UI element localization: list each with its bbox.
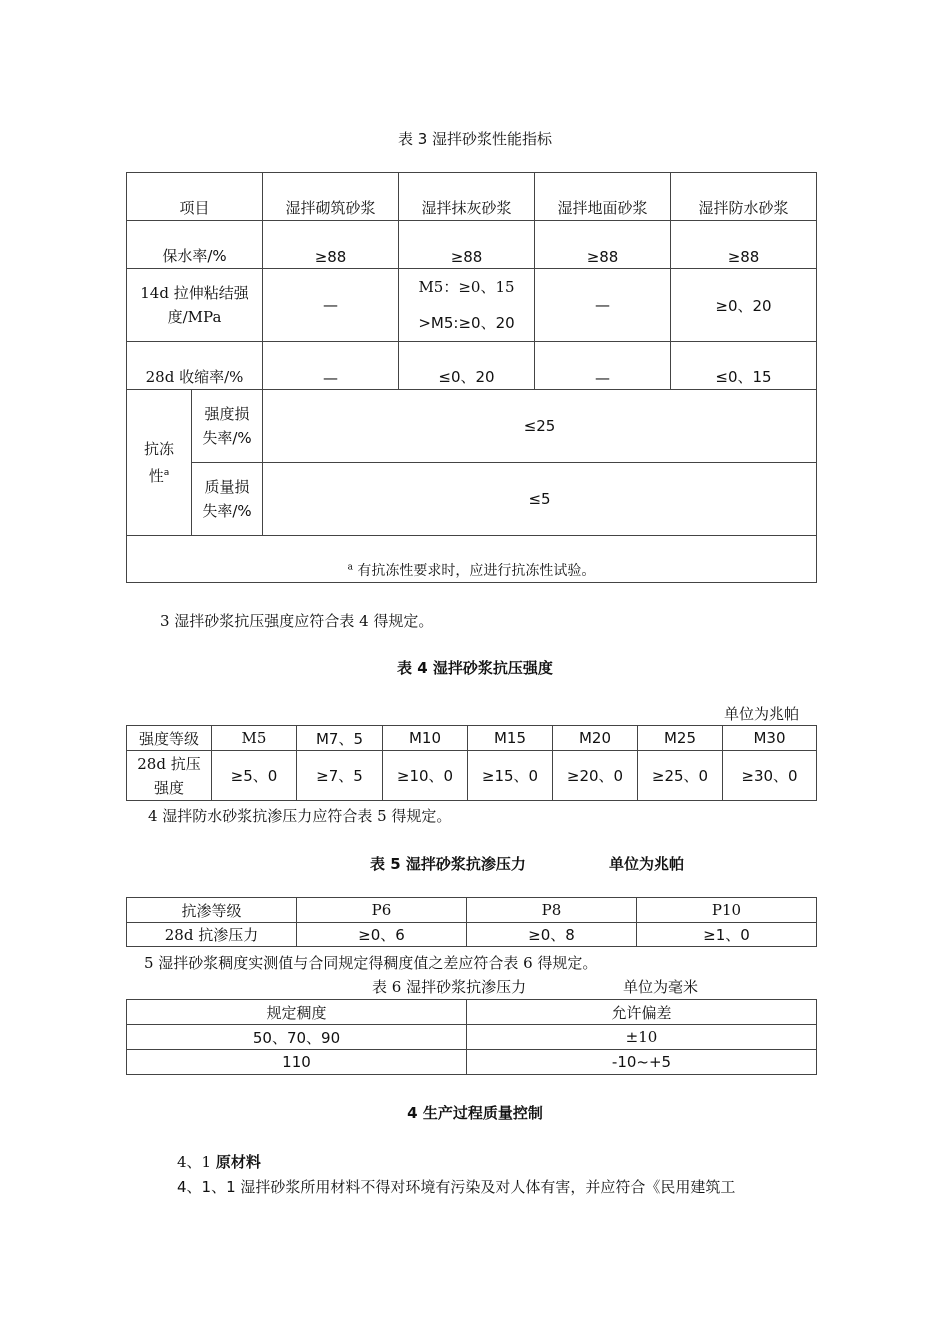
- strength-label-line1: 28d 抗压: [137, 754, 201, 773]
- strength-loss-line2: 失率/%: [202, 429, 252, 447]
- table3-note: [127, 536, 817, 583]
- frost-label-text: 性: [148, 467, 164, 485]
- bond-plaster-line2: >M5:≥0、20: [418, 314, 515, 332]
- table3-row-bond-strength: [127, 269, 817, 342]
- grade-cell: M7、5: [297, 726, 383, 751]
- header-item: 项目: [127, 173, 263, 221]
- table6-title: 表 6 湿拌砂浆抗渗压力: [372, 978, 527, 996]
- note-text: 有抗冻性要求时，应进行抗冻性试验。: [357, 563, 596, 579]
- subsection-title: 原材料: [215, 1153, 261, 1171]
- strength-label: [127, 751, 212, 801]
- section-4-heading: 4 生产过程质量控制: [407, 1104, 543, 1122]
- strength-cell: ≥15、0: [468, 751, 553, 801]
- header-plaster: 湿拌抹灰砂浆: [399, 173, 535, 221]
- grade-cell: M30: [723, 726, 817, 751]
- frost-label-line2: [127, 461, 191, 488]
- table4-title: 表 4 湿拌砂浆抗压强度: [397, 659, 553, 677]
- pressure-cell: ≥0、6: [297, 923, 467, 947]
- grade-cell: P6: [297, 898, 467, 923]
- grade-cell: M15: [468, 726, 553, 751]
- header-masonry: 湿拌砌筑砂浆: [263, 173, 399, 221]
- cell: ≥88: [535, 221, 671, 269]
- pressure-label: 28d 抗渗压力: [127, 923, 297, 947]
- table-row: [127, 1050, 817, 1075]
- cell: —: [535, 269, 671, 342]
- table5-unit: 单位为兆帕: [609, 855, 685, 873]
- grade-cell: M5: [212, 726, 297, 751]
- table4-strength-row: [127, 751, 817, 801]
- frost-label: [127, 390, 192, 536]
- bond-label-line2: 度/MPa: [167, 308, 222, 326]
- table3-row-frost-strength: [127, 390, 817, 463]
- frost-label-line1: 抗冻: [143, 440, 174, 458]
- water-retention-label: 保水率/%: [127, 221, 263, 269]
- table3-row-shrinkage: [127, 342, 817, 390]
- grade-cell: M10: [383, 726, 468, 751]
- pressure-cell: ≥0、8: [467, 923, 637, 947]
- bond-plaster-cell: [399, 269, 535, 342]
- grade-cell: M20: [553, 726, 638, 751]
- mass-loss-line2: 失率/%: [202, 502, 252, 520]
- cell: —: [535, 342, 671, 390]
- table3-title: 表 3 湿拌砂浆性能指标: [397, 130, 553, 148]
- strength-cell: ≥20、0: [553, 751, 638, 801]
- consistency-cell: 50、70、90: [127, 1025, 467, 1050]
- shrinkage-label: 28d 收缩率/%: [127, 342, 263, 390]
- paragraph-3: 3 湿拌砂浆抗压强度应符合表 4 得规定。: [160, 612, 434, 630]
- cell: ≥88: [263, 221, 399, 269]
- table5-grade-row: [127, 898, 817, 923]
- mass-loss-value: ≤5: [263, 463, 817, 536]
- subsection-4-1: [177, 1151, 261, 1172]
- paragraph-4-1-1: 4、1、1 湿拌砂浆所用材料不得对环境有污染及对人体有害，并应符合《民用建筑工: [177, 1178, 736, 1196]
- header-floor: 湿拌地面砂浆: [535, 173, 671, 221]
- tolerance-cell: ±10: [467, 1025, 817, 1050]
- header-tolerance: 允许偏差: [467, 1000, 817, 1025]
- grade-cell: P8: [467, 898, 637, 923]
- table4: [126, 725, 817, 801]
- table6-unit: 单位为毫米: [623, 978, 699, 996]
- strength-loss-line1: 强度损: [204, 405, 250, 423]
- grade-cell: M25: [638, 726, 723, 751]
- cell: ≥88: [671, 221, 817, 269]
- bond-strength-label: [127, 269, 263, 342]
- table6: [126, 999, 817, 1075]
- pressure-cell: ≥1、0: [637, 923, 817, 947]
- bond-plaster-line1: M5：≥0、15: [418, 278, 515, 296]
- grade-label: 抗渗等级: [127, 898, 297, 923]
- table5-title: 表 5 湿拌砂浆抗渗压力: [370, 855, 526, 873]
- strength-cell: ≥7、5: [297, 751, 383, 801]
- cell: —: [263, 342, 399, 390]
- table3-header-row: [127, 173, 817, 221]
- strength-cell: ≥25、0: [638, 751, 723, 801]
- grade-cell: P10: [637, 898, 817, 923]
- grade-label: 强度等级: [127, 726, 212, 751]
- strength-loss-label: [192, 390, 263, 463]
- table5-pressure-row: [127, 923, 817, 947]
- cell: ≥88: [399, 221, 535, 269]
- table3: [126, 172, 817, 583]
- note-footnote-mark: a: [347, 562, 353, 573]
- strength-cell: ≥5、0: [212, 751, 297, 801]
- consistency-cell: 110: [127, 1050, 467, 1075]
- table5: [126, 897, 817, 947]
- header-consistency: 规定稠度: [127, 1000, 467, 1025]
- cell: ≤0、20: [399, 342, 535, 390]
- frost-footnote-mark: a: [163, 468, 170, 478]
- table3-note-row: [127, 536, 817, 583]
- bond-label-line1: 14d 拉伸粘结强: [140, 284, 249, 302]
- table-row: [127, 1025, 817, 1050]
- mass-loss-line1: 质量损: [204, 478, 250, 496]
- tolerance-cell: -10~+5: [467, 1050, 817, 1075]
- strength-label-line2: 强度: [153, 778, 184, 797]
- table3-row-water-retention: [127, 221, 817, 269]
- paragraph-4: 4 湿拌防水砂浆抗渗压力应符合表 5 得规定。: [148, 807, 452, 825]
- table4-grade-row: [127, 726, 817, 751]
- table6-header-row: [127, 1000, 817, 1025]
- cell: ≤0、15: [671, 342, 817, 390]
- strength-loss-value: ≤25: [263, 390, 817, 463]
- table4-unit: 单位为兆帕: [724, 705, 800, 723]
- header-waterproof: 湿拌防水砂浆: [671, 173, 817, 221]
- cell: ≥0、20: [671, 269, 817, 342]
- table3-row-frost-mass: [127, 463, 817, 536]
- strength-cell: ≥30、0: [723, 751, 817, 801]
- strength-cell: ≥10、0: [383, 751, 468, 801]
- subsection-number: 4、1: [177, 1153, 212, 1171]
- mass-loss-label: [192, 463, 263, 536]
- cell: —: [263, 269, 399, 342]
- paragraph-5: 5 湿拌砂浆稠度实测值与合同规定得稠度值之差应符合表 6 得规定。: [144, 954, 598, 972]
